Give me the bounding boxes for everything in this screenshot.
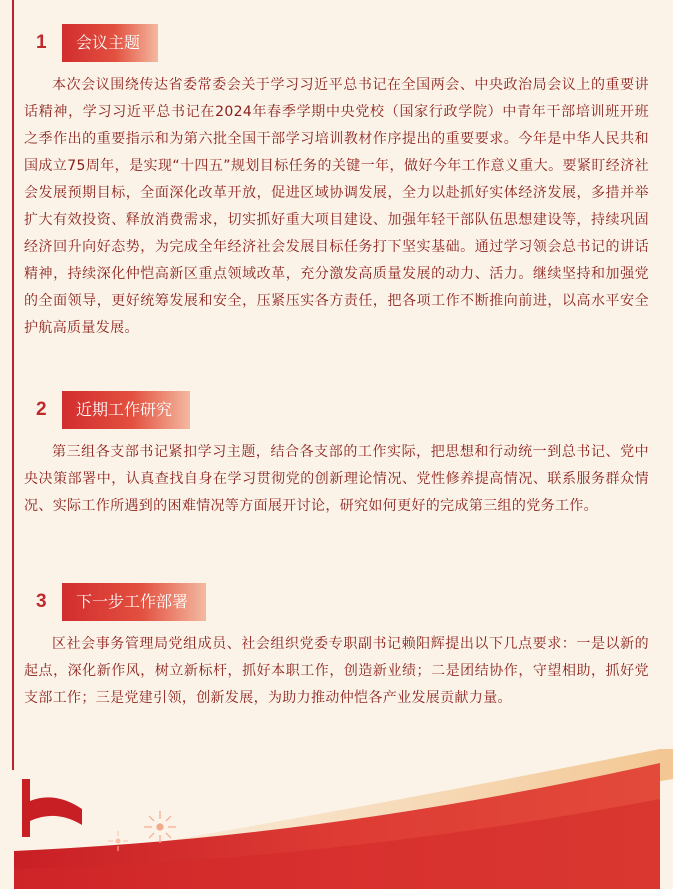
flag-icon [22, 779, 82, 837]
firework-icon [144, 811, 176, 843]
section-number: 1 [36, 32, 47, 53]
left-vertical-rule [12, 0, 14, 770]
section-recent-work [24, 391, 653, 520]
section-header [24, 391, 653, 429]
section-meeting-theme [24, 24, 653, 342]
section-header [24, 583, 653, 621]
section-body: 第三组各支部书记紧扣学习主题，结合各支部的工作实际，把思想和行动统一到总书记、党中央决策部署中，认真查找自身在学习贯彻党的创新理论情况、党性修养提高情况、联系服务群众情况、实际工作所遇到的困难情况等方面展开讨论，研究如何更好的完成第三组的党务工作。 [24, 444, 649, 514]
section-title: 近期工作研究 [62, 391, 190, 429]
section-header [24, 24, 653, 62]
section-body: 区社会事务管理局党组成员、社会组织党委专职副书记赖阳辉提出以下几点要求：一是以新的起点，深化新作风，树立新标杆，抓好本职工作，创造新业绩；二是团结协作，守望相助，抓好党支部工作；三是党建引领，创新发展，为助力推动仲恺各产业发展贡献力量。 [24, 636, 649, 706]
section-title: 下一步工作部署 [62, 583, 206, 621]
section-number: 2 [36, 399, 47, 420]
section-number: 3 [36, 591, 47, 612]
section-body: 本次会议围绕传达省委常委会关于学习习近平总书记在全国两会、中央政治局会议上的重要讲话精神，学习习近平总书记在2024年春季学期中央党校（国家行政学院）中青年干部培训班开班之季作出的重要指示和为第六批全国干部学习培训教材作序提出的重要要求。今年是中华人民共和国成立75周年，是实现“十四五”规划目标任务的关键一年，做好今年工作意义重大。要紧盯经济社会发展预期目标，全面深化改革开放，促进区域协调发展，全力以赴抓好实体经济发展，多措并举扩大有效投资、释放消费需求，切实抓好重大项目建设、加强年轻干部队伍思想建设等，持续巩固经济回升向好态势，为完成全年经济社会发展目标任务打下坚实基础。通过学习领会总书记的讲话精神，持续深化仲恺高新区重点领域改革，充分激发高质量发展的动力、活力。继续坚持和加强党的全面领导，更好统筹发展和安全，压紧压实各方责任，把各项工作不断推向前进，以高水平安全护航高质量发展。 [24, 77, 649, 336]
section-next-steps [24, 583, 653, 712]
footer-decoration [0, 749, 673, 889]
section-title: 会议主题 [62, 24, 158, 62]
